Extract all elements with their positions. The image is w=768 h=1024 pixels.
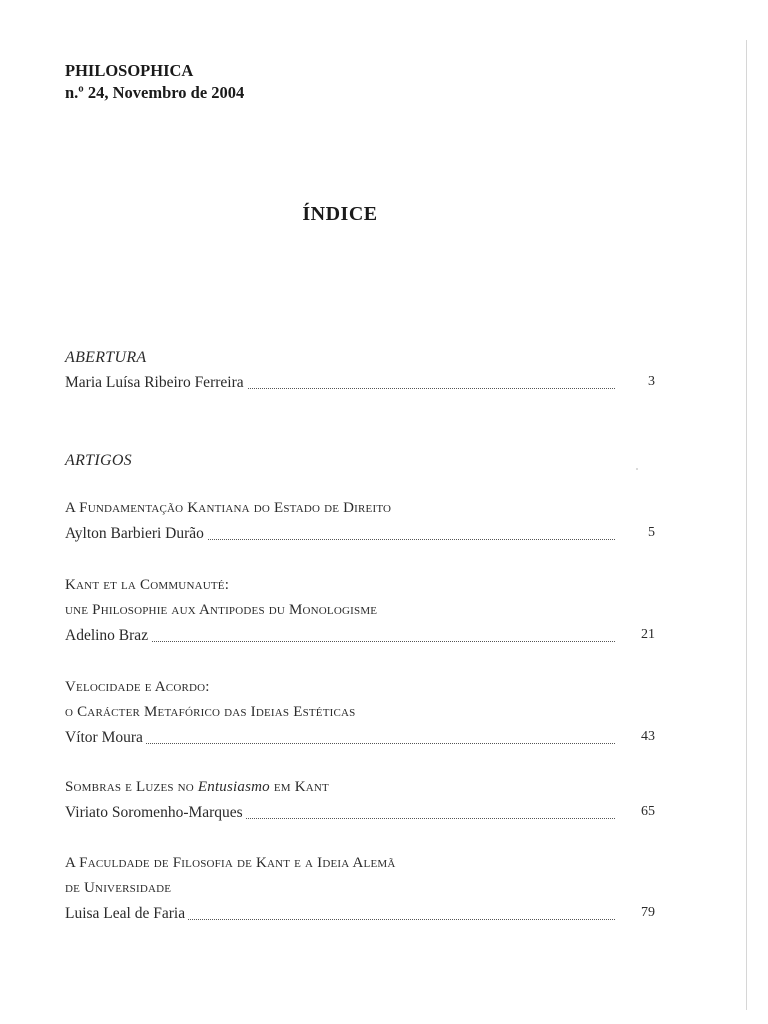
- entry-page-number: 65: [641, 804, 655, 819]
- toc-entry-article-1[interactable]: [65, 525, 655, 547]
- paper-speck: [636, 468, 638, 470]
- entry-author: Luisa Leal de Faria: [65, 905, 188, 923]
- page-edge-line: [746, 40, 747, 1010]
- toc-entry-article-5[interactable]: [65, 905, 655, 927]
- article-title-line-1: A Faculdade de Filosofia de Kant e a Ideia Alemã: [65, 855, 396, 871]
- entry-author: Adelino Braz: [65, 627, 151, 645]
- entry-author: Aylton Barbieri Durão: [65, 525, 207, 543]
- article-title-italic-word: Entusiasmo: [197, 779, 270, 795]
- entry-page-number: 3: [648, 374, 655, 389]
- toc-entry-article-2[interactable]: [65, 627, 655, 649]
- page-title: ÍNDICE: [302, 203, 378, 225]
- journal-header: [65, 60, 244, 104]
- article-title-line-2: une Philosophie aux Antipodes du Monologisme: [65, 602, 378, 618]
- entry-page-number: 79: [641, 905, 655, 920]
- article-title: A Fundamentação Kantiana do Estado de Direito: [65, 500, 392, 516]
- section-heading-abertura: ABERTURA: [65, 349, 147, 366]
- article-title-line-1: Kant et la Communauté:: [65, 577, 230, 593]
- article-title-line-2: de Universidade: [65, 880, 172, 896]
- entry-page-number: 21: [641, 627, 655, 642]
- journal-name: PHILOSOPHICA: [65, 61, 194, 80]
- dot-leader: [65, 743, 615, 744]
- toc-entry-article-3[interactable]: [65, 729, 655, 751]
- entry-author: Vítor Moura: [65, 729, 146, 747]
- toc-entry-article-4[interactable]: [65, 804, 655, 826]
- entry-page-number: 5: [648, 525, 655, 540]
- entry-author: Maria Luísa Ribeiro Ferreira: [65, 374, 247, 392]
- article-title-part: Sombras e Luzes no: [65, 779, 198, 795]
- article-title-line-2: o Carácter Metafórico das Ideias Estéticas: [65, 704, 356, 720]
- article-title-part: em Kant: [269, 779, 329, 795]
- section-heading-artigos: ARTIGOS: [65, 452, 132, 469]
- journal-issue: n.º 24, Novembro de 2004: [65, 83, 245, 102]
- toc-entry-abertura[interactable]: [65, 374, 655, 396]
- entry-author: Viriato Soromenho-Marques: [65, 804, 246, 822]
- article-title: [65, 779, 329, 796]
- entry-page-number: 43: [641, 729, 655, 744]
- article-title-line-1: Velocidade e Acordo:: [65, 679, 210, 695]
